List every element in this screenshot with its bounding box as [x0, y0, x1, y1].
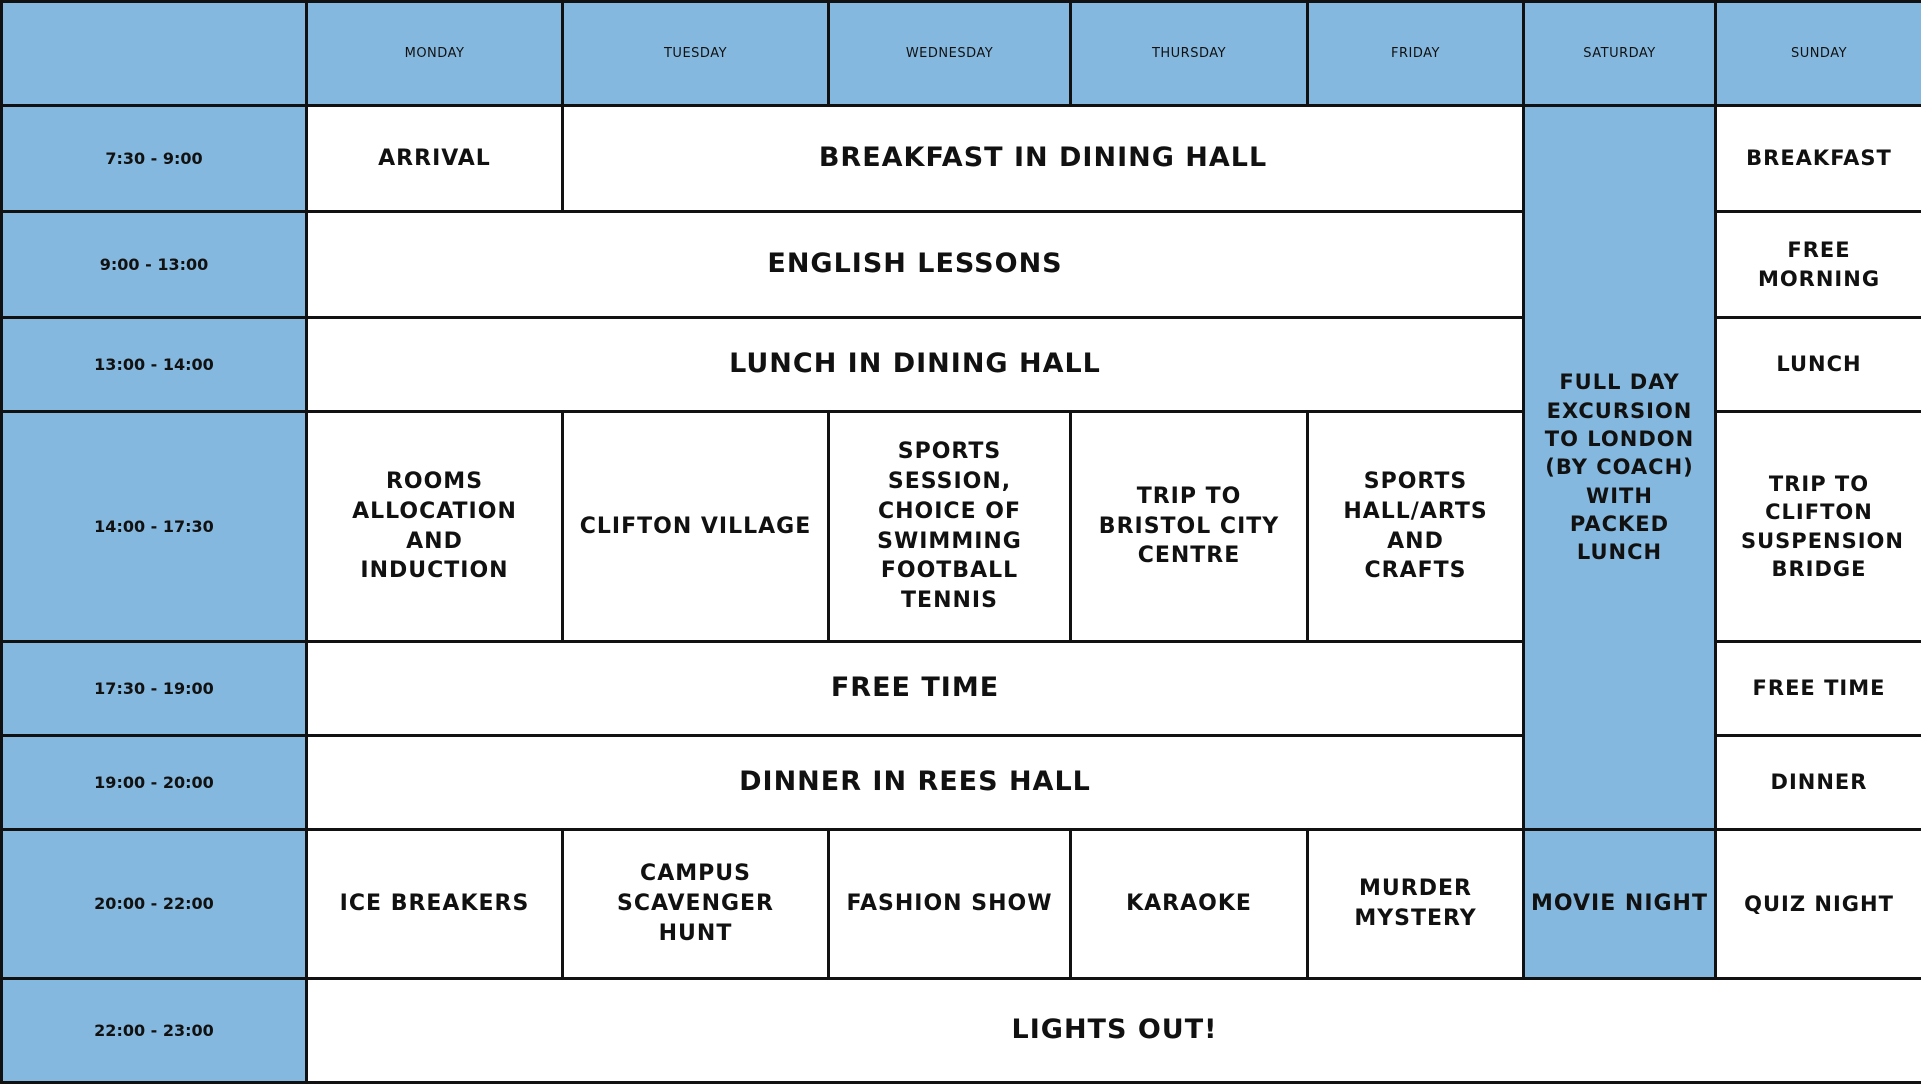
day-friday: FRIDAY [1308, 2, 1524, 106]
tuesday-evening-cell: CAMPUS SCAVENGER HUNT [563, 830, 829, 979]
sunday-evening-cell: QUIZ NIGHT [1716, 830, 1921, 979]
day-wednesday: WEDNESDAY [829, 2, 1071, 106]
sunday-dinner-cell: DINNER [1716, 736, 1921, 830]
corner-cell [2, 2, 307, 106]
arrival-cell: ARRIVAL [307, 106, 563, 212]
sunday-free-morning-cell: FREE MORNING [1716, 212, 1921, 318]
sunday-breakfast-cell: BREAKFAST [1716, 106, 1921, 212]
english-lessons-cell: ENGLISH LESSONS [307, 212, 1524, 318]
day-monday: MONDAY [307, 2, 563, 106]
time-slot: 20:00 - 22:00 [2, 830, 307, 979]
time-slot: 22:00 - 23:00 [2, 979, 307, 1083]
monday-afternoon-cell: ROOMS ALLOCATION AND INDUCTION [307, 412, 563, 642]
day-saturday: SATURDAY [1524, 2, 1716, 106]
time-slot: 7:30 - 9:00 [2, 106, 307, 212]
dinner-rees-hall-cell: DINNER IN REES HALL [307, 736, 1524, 830]
time-slot: 17:30 - 19:00 [2, 642, 307, 736]
breakfast-dining-hall-cell: BREAKFAST IN DINING HALL [563, 106, 1524, 212]
free-time-cell: FREE TIME [307, 642, 1524, 736]
tuesday-afternoon-cell: CLIFTON VILLAGE [563, 412, 829, 642]
time-slot: 14:00 - 17:30 [2, 412, 307, 642]
sunday-afternoon-cell: TRIP TO CLIFTON SUSPENSION BRIDGE [1716, 412, 1921, 642]
thursday-evening-cell: KARAOKE [1071, 830, 1308, 979]
time-slot: 13:00 - 14:00 [2, 318, 307, 412]
sunday-lunch-cell: LUNCH [1716, 318, 1921, 412]
row-breakfast [2, 106, 1921, 212]
day-sunday: SUNDAY [1716, 2, 1921, 106]
wednesday-afternoon-cell: SPORTS SESSION, CHOICE OF SWIMMING FOOTBALL TENNIS [829, 412, 1071, 642]
saturday-evening-cell: MOVIE NIGHT [1524, 830, 1716, 979]
friday-evening-cell: MURDER MYSTERY [1308, 830, 1524, 979]
day-thursday: THURSDAY [1071, 2, 1308, 106]
lunch-dining-hall-cell: LUNCH IN DINING HALL [307, 318, 1524, 412]
thursday-afternoon-cell: TRIP TO BRISTOL CITY CENTRE [1071, 412, 1308, 642]
row-night [2, 979, 1921, 1083]
row-evening [2, 830, 1921, 979]
friday-afternoon-cell: SPORTS HALL/ARTS AND CRAFTS [1308, 412, 1524, 642]
time-slot: 19:00 - 20:00 [2, 736, 307, 830]
monday-evening-cell: ICE BREAKERS [307, 830, 563, 979]
lights-out-cell: LIGHTS OUT! [307, 979, 1921, 1083]
wednesday-evening-cell: FASHION SHOW [829, 830, 1071, 979]
day-header-row [2, 2, 1921, 106]
day-tuesday: TUESDAY [563, 2, 829, 106]
saturday-excursion-cell: FULL DAY EXCURSION TO LONDON (BY COACH) WITH PACKED LUNCH [1524, 106, 1716, 830]
sunday-free-time-cell: FREE TIME [1716, 642, 1921, 736]
time-slot: 9:00 - 13:00 [2, 212, 307, 318]
